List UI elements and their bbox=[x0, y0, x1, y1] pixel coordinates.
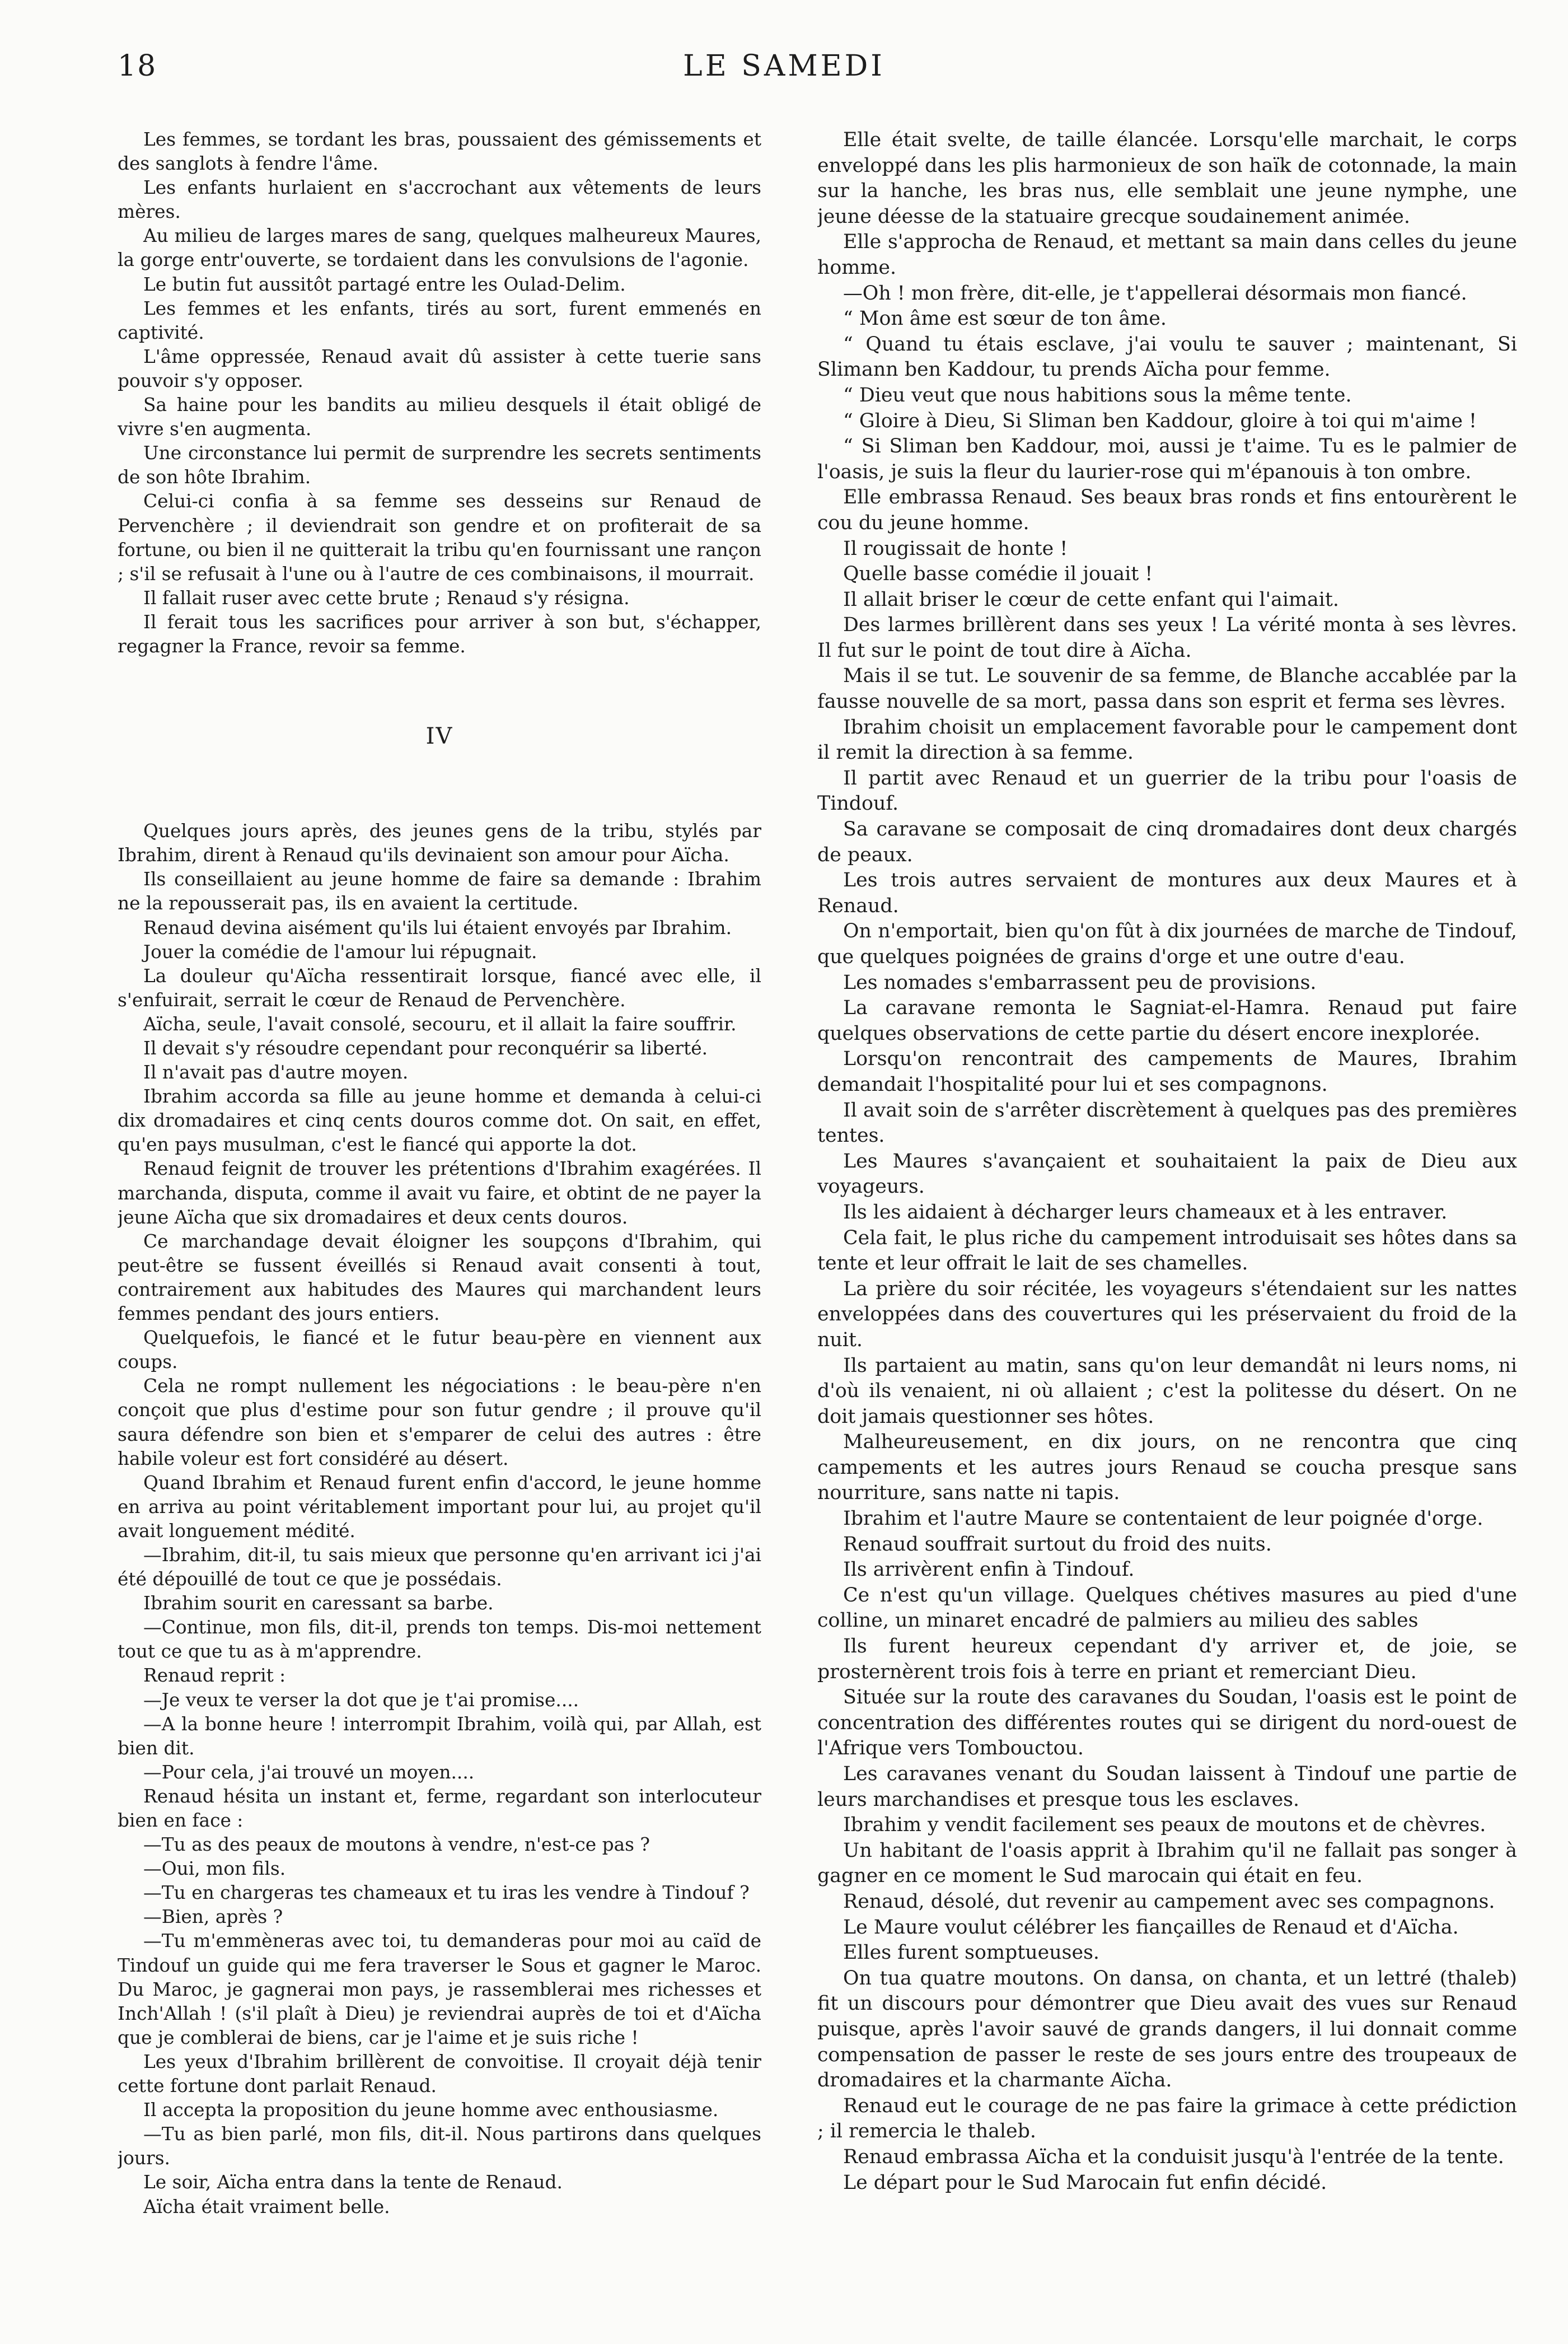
right-column bbox=[817, 128, 1517, 2244]
paragraph: Ibrahim y vendit facilement ses peaux de moutons et de chèvres. bbox=[843, 1814, 1486, 1837]
paragraph: Les nomades s'embarrassent peu de provisions. bbox=[843, 971, 1317, 994]
paragraph: Cela fait, le plus riche du campement introduisait ses hôtes dans sa tente et leur offrait le lait de ses chamelles. bbox=[817, 1226, 1517, 1275]
paragraph: Le départ pour le Sud Marocain fut enfin décidé. bbox=[843, 2171, 1327, 2194]
paragraph: Aïcha était vraiment belle. bbox=[143, 2196, 390, 2217]
left-column bbox=[118, 128, 761, 2233]
paragraph: Sa caravane se composait de cinq dromadaires dont deux chargés de peaux. bbox=[817, 818, 1517, 866]
paragraph: Située sur la route des caravanes du Soudan, l'oasis est le point de concentration des différentes routes qui se dirigent du nord-ouest de l'Afrique vers Tombouctou. bbox=[817, 1686, 1517, 1760]
paragraph: —Tu as bien parlé, mon fils, dit-il. Nous partirons dans quelques jours. bbox=[118, 2123, 761, 2169]
paragraph: Le Maure voulut célébrer les fiançailles de Renaud et d'Aïcha. bbox=[843, 1916, 1459, 1939]
paragraph: Renaud eut le courage de ne pas faire la grimace à cette prédiction ; il remercia le thaleb. bbox=[817, 2094, 1517, 2143]
paragraph: —Pour cela, j'ai trouvé un moyen.... bbox=[143, 1761, 475, 1783]
paragraph: Quelle basse comédie il jouait ! bbox=[843, 563, 1153, 586]
paragraph: Ibrahim choisit un emplacement favorable pour le campement dont il remit la direction à sa femme. bbox=[817, 716, 1517, 764]
paragraph: —Oh ! mon frère, dit-elle, je t'appellerai désormais mon fiancé. bbox=[843, 282, 1467, 305]
paragraph: Elle était svelte, de taille élancée. Lorsqu'elle marchait, le corps enveloppé dans les plis harmonieux de son haïk de cotonnade, la main sur la hanche, les bras nus, elle semblait une jeune nymphe, une jeune déesse de la statuaire grecque soudainement animée. bbox=[817, 129, 1517, 228]
paragraph: Il ferait tous les sacrifices pour arriver à son but, s'échapper, regagner la France, revoir sa femme. bbox=[118, 611, 761, 657]
paragraph: —Tu m'emmèneras avec toi, tu demanderas pour moi au caïd de Tindouf un guide qui me fera traverser le Sous et gagner le Maroc. Du Maroc, je gagnerai mon pays, je rassemblerai mes richesses et Inch'Allah ! (s'il plaît à Dieu) je reviendrai auprès de toi et d'Aïcha que je comblerai de biens, car je l'aime et je suis riche ! bbox=[118, 1930, 761, 2048]
paragraph: Les yeux d'Ibrahim brillèrent de convoitise. Il croyait déjà tenir cette fortune dont parlait Renaud. bbox=[118, 2051, 761, 2097]
paragraph: Ils arrivèrent enfin à Tindouf. bbox=[843, 1558, 1135, 1581]
paragraph: La douleur qu'Aïcha ressentirait lorsque, fiancé avec elle, il s'enfuirait, serrait le cœur de Renaud de Pervenchère. bbox=[118, 965, 761, 1011]
paragraph: Ibrahim et l'autre Maure se contentaient de leur poignée d'orge. bbox=[843, 1507, 1483, 1530]
paragraph: —Tu as des peaux de moutons à vendre, n'est-ce pas ? bbox=[143, 1834, 650, 1856]
paragraph: Quelquefois, le fiancé et le futur beau-père en viennent aux coups. bbox=[118, 1327, 761, 1373]
paragraph: Ce marchandage devait éloigner les soupçons d'Ibrahim, qui peut-être se fussent éveillés si Renaud avait consenti à tout, contrairement aux habitudes des Maures qui marchandent leurs femmes pendant des jours entiers. bbox=[118, 1230, 761, 1325]
paragraph: —Tu en chargeras tes chameaux et tu iras les vendre à Tindouf ? bbox=[143, 1882, 750, 1904]
paragraph: Quand Ibrahim et Renaud furent enfin d'accord, le jeune homme en arriva au point véritablement important pour lui, au projet qu'il avait longuement médité. bbox=[118, 1472, 761, 1542]
paragraph: Le soir, Aïcha entra dans la tente de Renaud. bbox=[143, 2172, 563, 2193]
paragraph: Ibrahim sourit en caressant sa barbe. bbox=[143, 1593, 494, 1614]
paragraph: Sa haine pour les bandits au milieu desquels il était obligé de vivre s'en augmenta. bbox=[118, 394, 761, 440]
paragraph: Ils conseillaient au jeune homme de faire sa demande : Ibrahim ne la repousserait pas, ils en avaient la certitude. bbox=[118, 869, 761, 914]
paragraph: On n'emportait, bien qu'on fût à dix journées de marche de Tindouf, que quelques poignées de grains d'orge et une outre d'eau. bbox=[817, 920, 1517, 968]
paragraph: Ils partaient au matin, sans qu'on leur demandât ni leurs noms, ni d'où ils venaient, ni où allaient ; c'est la politesse du désert. On ne doit jamais questionner ses hôtes. bbox=[817, 1354, 1517, 1428]
journal-title: LE SAMEDI bbox=[683, 49, 885, 83]
paragraph: Elle s'approcha de Renaud, et mettant sa main dans celles du jeune homme. bbox=[817, 231, 1517, 279]
paragraph: Un habitant de l'oasis apprit à Ibrahim qu'il ne fallait pas songer à gagner en ce moment le Sud marocain qui était en feu. bbox=[817, 1839, 1517, 1888]
paragraph: Les femmes et les enfants, tirés au sort, furent emmenés en captivité. bbox=[118, 297, 761, 343]
paragraph: —Je veux te verser la dot que je t'ai promise.... bbox=[143, 1689, 579, 1711]
paragraph: Cela ne rompt nullement les négociations : le beau-père n'en conçoit que plus d'estime pour son futur gendre ; il prouve qu'il saura défendre son bien et s'emparer de celui des autres : être habile voleur est fort considéré au désert. bbox=[118, 1375, 761, 1469]
paragraph: —Oui, mon fils. bbox=[143, 1858, 286, 1880]
paragraph: Lorsqu'on rencontrait des campements de Maures, Ibrahim demandait l'hospitalité pour lui et ses compagnons. bbox=[817, 1048, 1517, 1096]
paragraph: Il n'avait pas d'autre moyen. bbox=[143, 1062, 409, 1084]
paragraph: “ Mon âme est sœur de ton âme. bbox=[843, 307, 1167, 330]
paragraph: Quelques jours après, des jeunes gens de la tribu, stylés par Ibrahim, dirent à Renaud qu'ils devinaient son amour pour Aïcha. bbox=[118, 820, 761, 866]
paragraph: Il rougissait de honte ! bbox=[843, 537, 1068, 560]
paragraph: Ibrahim accorda sa fille au jeune homme et demanda à celui-ci dix dromadaires et cinq cents douros comme dot. On sait, en effet, qu'en pays musulman, c'est le fiancé qui apporte la dot. bbox=[118, 1086, 761, 1156]
paragraph: La prière du soir récitée, les voyageurs s'étendaient sur les nattes enveloppées dans des couvertures qui les préservaient du froid de la nuit. bbox=[817, 1277, 1517, 1351]
paragraph: —A la bonne heure ! interrompit Ibrahim, voilà qui, par Allah, est bien dit. bbox=[118, 1713, 761, 1759]
paragraph: La caravane remonta le Sagniat-el-Hamra. Renaud put faire quelques observations de cette partie du désert encore inexplorée. bbox=[817, 997, 1517, 1045]
paragraph: Une circonstance lui permit de surprendre les secrets sentiments de son hôte Ibrahim. bbox=[118, 442, 761, 488]
page-header bbox=[0, 49, 1568, 94]
paragraph: Ce n'est qu'un village. Quelques chétives masures au pied d'une colline, un minaret encadré de palmiers au milieu des sables bbox=[817, 1584, 1517, 1632]
paragraph: Il allait briser le cœur de cette enfant qui l'aimait. bbox=[843, 588, 1339, 611]
paragraph: Renaud reprit : bbox=[143, 1665, 286, 1687]
paragraph: On tua quatre moutons. On dansa, on chanta, et un lettré (thaleb) fit un discours pour démontrer que Dieu avait des vues sur Renaud puisque, après l'avoir sauvé de grands dangers, il lui donnait comme compensation de passer le reste de ses jours entre des troupeaux de dromadaires et la charmante Aïcha. bbox=[817, 1967, 1517, 2092]
paragraph: Renaud embrassa Aïcha et la conduisit jusqu'à l'entrée de la tente. bbox=[843, 2145, 1504, 2168]
paragraph: Aïcha, seule, l'avait consolé, secouru, et il allait la faire souffrir. bbox=[143, 1013, 737, 1035]
paragraph: Il accepta la proposition du jeune homme avec enthousiasme. bbox=[143, 2099, 719, 2121]
paragraph: Les Maures s'avançaient et souhaitaient la paix de Dieu aux voyageurs. bbox=[817, 1150, 1517, 1198]
paragraph: Les femmes, se tordant les bras, poussaient des gémissements et des sanglots à fendre l'âme. bbox=[118, 129, 761, 175]
paragraph: —Continue, mon fils, dit-il, prends ton temps. Dis-moi nettement tout ce que tu as à m'apprendre. bbox=[118, 1617, 761, 1663]
paragraph: Il avait soin de s'arrêter discrètement à quelques pas des premières tentes. bbox=[817, 1099, 1517, 1147]
paragraph: Il devait s'y résoudre cependant pour reconquérir sa liberté. bbox=[143, 1038, 708, 1059]
section-heading: IV bbox=[425, 723, 453, 750]
paragraph: L'âme oppressée, Renaud avait dû assister à cette tuerie sans pouvoir s'y opposer. bbox=[118, 345, 761, 391]
paragraph: Il partit avec Renaud et un guerrier de la tribu pour l'oasis de Tindouf. bbox=[817, 767, 1517, 815]
paragraph: Elle embrassa Renaud. Ses beaux bras ronds et fins entourèrent le cou du jeune homme. bbox=[817, 486, 1517, 534]
paragraph: Des larmes brillèrent dans ses yeux ! La vérité monta à ses lèvres. Il fut sur le point de tout dire à Aïcha. bbox=[817, 614, 1517, 662]
paragraph: Jouer la comédie de l'amour lui répugnait. bbox=[143, 941, 537, 963]
page-number: 18 bbox=[118, 49, 157, 83]
paragraph: “ Gloire à Dieu, Si Sliman ben Kaddour, gloire à toi qui m'aime ! bbox=[843, 409, 1477, 432]
paragraph: Renaud, désolé, dut revenir au campement avec ses compagnons. bbox=[843, 1890, 1495, 1913]
paragraph: —Ibrahim, dit-il, tu sais mieux que personne qu'en arrivant ici j'ai été dépouillé de tout ce que je possédais. bbox=[118, 1544, 761, 1590]
paragraph: Malheureusement, en dix jours, on ne rencontra que cinq campements et les autres jours Renaud se coucha presque sans nourriture, sans natte ni tapis. bbox=[817, 1431, 1517, 1505]
paragraph: Renaud devina aisément qu'ils lui étaient envoyés par Ibrahim. bbox=[143, 917, 732, 938]
paragraph: Le butin fut aussitôt partagé entre les Oulad-Delim. bbox=[143, 273, 626, 295]
paragraph: Ils les aidaient à décharger leurs chameaux et à les entraver. bbox=[843, 1201, 1448, 1224]
paragraph: “ Si Sliman ben Kaddour, moi, aussi je t'aime. Tu es le palmier de l'oasis, je suis la fleur du laurier-rose qui m'épanouis à ton ombre. bbox=[817, 435, 1517, 483]
paragraph: Les enfants hurlaient en s'accrochant aux vêtements de leurs mères. bbox=[118, 177, 761, 223]
paragraph: Au milieu de larges mares de sang, quelques malheureux Maures, la gorge entr'ouverte, se tordaient dans les convulsions de l'agonie. bbox=[118, 225, 761, 271]
paragraph: “ Quand tu étais esclave, j'ai voulu te sauver ; maintenant, Si Slimann ben Kaddour, tu prends Aïcha pour femme. bbox=[817, 333, 1517, 381]
paragraph: Renaud feignit de trouver les prétentions d'Ibrahim exagérées. Il marchanda, disputa, comme il avait vu faire, et obtint de ne payer la jeune Aïcha que six dromadaires et deux cents douros. bbox=[118, 1158, 761, 1228]
paragraph: Il fallait ruser avec cette brute ; Renaud s'y résigna. bbox=[143, 587, 630, 609]
paragraph: Elles furent somptueuses. bbox=[843, 1941, 1099, 1964]
paragraph: “ Dieu veut que nous habitions sous la même tente. bbox=[843, 384, 1352, 407]
paragraph: Celui-ci confia à sa femme ses desseins sur Renaud de Pervenchère ; il deviendrait son gendre et on profiterait de sa fortune, ou bien il ne quitterait la tribu qu'en fournissant une rançon ; s'il se refusait à l'une ou à l'autre de ces combinaisons, il mourrait. bbox=[118, 491, 761, 585]
paragraph: Ils furent heureux cependant d'y arriver et, de joie, se prosternèrent trois fois à terre en priant et remerciant Dieu. bbox=[817, 1635, 1517, 1683]
paragraph: —Bien, après ? bbox=[143, 1906, 283, 1928]
paragraph: Les trois autres servaient de montures aux deux Maures et à Renaud. bbox=[817, 869, 1517, 917]
paragraph: Mais il se tut. Le souvenir de sa femme, de Blanche accablée par la fausse nouvelle de sa mort, passa dans son esprit et ferma ses lèvres. bbox=[817, 665, 1517, 713]
paragraph: Renaud souffrait surtout du froid des nuits. bbox=[843, 1533, 1272, 1556]
paragraph: Renaud hésita un instant et, ferme, regardant son interlocuteur bien en face : bbox=[118, 1785, 761, 1831]
paragraph: Les caravanes venant du Soudan laissent à Tindouf une partie de leurs marchandises et presque tous les esclaves. bbox=[817, 1763, 1517, 1811]
